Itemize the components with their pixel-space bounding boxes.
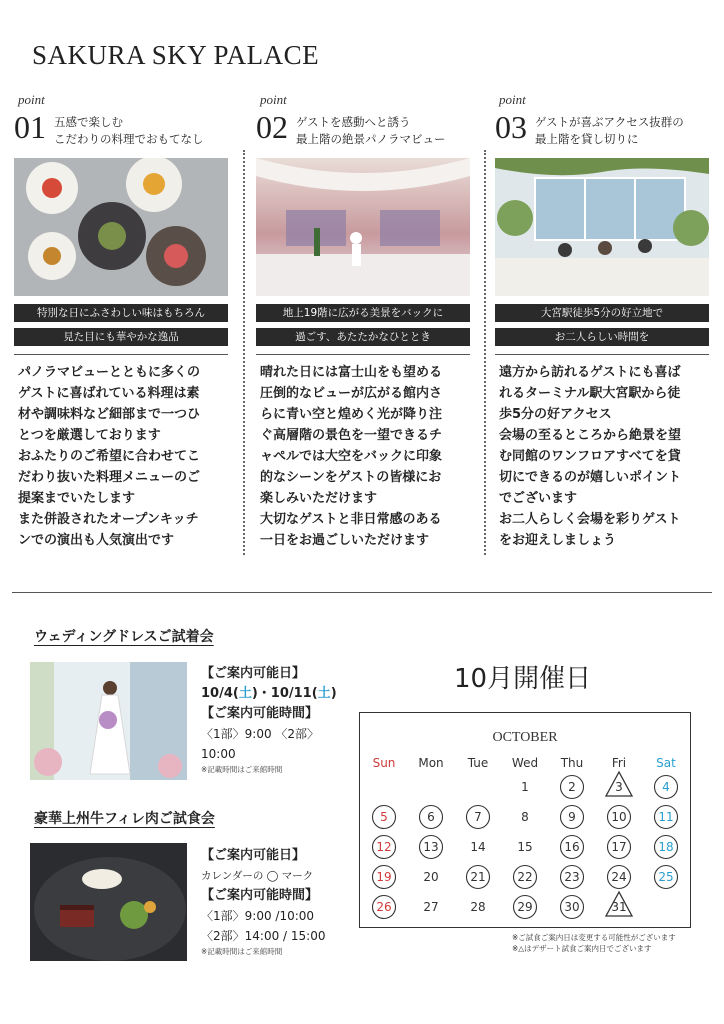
- time-note: ※記載時間はご来館時間: [201, 765, 283, 774]
- calendar-day: 15: [517, 840, 533, 854]
- calendar-day: 11: [658, 810, 674, 824]
- weekday-label: Thu: [560, 756, 584, 770]
- calendar-month: OCTOBER: [492, 730, 558, 745]
- point-number: 02: [256, 109, 288, 145]
- calendar-day: 29: [517, 900, 533, 914]
- point-number: 03: [495, 109, 527, 145]
- banquet-hall-photo: [495, 158, 709, 296]
- calendar-day: 26: [376, 900, 392, 914]
- calendar-day: 18: [658, 840, 674, 854]
- calendar-day: 19: [376, 870, 392, 884]
- calendar-day: 22: [517, 870, 533, 884]
- weekday-label: Wed: [511, 756, 539, 770]
- feature-body: パノラマビューとともに多くの ゲストに喜ばれている料理は素 材や調味料など細部まで一つひ とつを厳選しております おふたりのご希望に合わせてこ だわり抜いた料理メニューのご 提案までいたします また併設されたオープンキッチ ンでの演出も人気演出です: [18, 365, 201, 548]
- weekday-label: Sat: [656, 756, 676, 770]
- column-separator: [484, 150, 486, 555]
- calendar-day: 1: [521, 780, 529, 794]
- point-label: point: [499, 92, 526, 107]
- calendar-day: 6: [427, 810, 435, 824]
- calendar-day: 21: [470, 870, 486, 884]
- chapel-night-view-photo: [256, 158, 470, 296]
- event-calendar: [359, 712, 691, 928]
- calendar-grid: [360, 713, 690, 927]
- point-title: ゲストが喜ぶアクセス抜群の 最上階を貸し切りに: [535, 115, 684, 146]
- calendar-notes: ※ご試食ご案内日は変更する可能性がございます ※△はデザート試食ご案内日でございます: [512, 933, 676, 953]
- weekday-label: Sun: [372, 756, 396, 770]
- weekday-label: Mon: [418, 756, 444, 770]
- calendar-day: 7: [474, 810, 482, 824]
- tasting-info: [201, 846, 351, 958]
- column-separator: [243, 150, 245, 555]
- feature-banner-2: お二人らしい時間を: [495, 328, 709, 346]
- tasting-time-1: 〈1部〉9:00 /10:00: [201, 909, 315, 923]
- divider: [256, 354, 470, 355]
- point-label: point: [18, 92, 45, 107]
- feature-banner-2: 過ごす、あたたかなひととき: [256, 328, 470, 346]
- time-note: ※記載時間はご来館時間: [201, 947, 283, 956]
- tasting-dates: カレンダーの ◯ マーク: [201, 870, 314, 882]
- divider: [14, 354, 228, 355]
- divider: [495, 354, 709, 355]
- calendar-heading: 10月開催日: [454, 664, 592, 694]
- calendar-day: 20: [423, 870, 439, 884]
- feature-banner-1: 特別な日にふさわしい味はもちろん: [14, 304, 228, 322]
- calendar-day: 12: [376, 840, 392, 854]
- calendar-day: 27: [423, 900, 439, 914]
- feature-banner-2: 見た目にも華やかな逸品: [14, 328, 228, 346]
- point-title: ゲストを感動へと誘う 最上階の絶景パノラマビュー: [296, 115, 446, 146]
- feature-body: 晴れた日には富士山をも望める 圧倒的なビューが広がる館内さ らに青い空と煌めく光が降り注 ぐ高層階の景色を一望できるチ ャペルでは大空をバックに印象 的なシーンをゲストの皆様にお 楽しみいただけます 大切なゲストと非日常感のある 一日をお過ごしいただけます: [260, 365, 443, 548]
- dates-heading: 【ご案内可能日】: [201, 848, 306, 863]
- section-divider: [12, 592, 712, 593]
- calendar-day: 25: [658, 870, 674, 884]
- calendar-day: 24: [611, 870, 627, 884]
- calendar-day: 23: [564, 870, 580, 884]
- calendar-day: 10: [611, 810, 627, 824]
- weekday-label: Fri: [611, 756, 627, 770]
- tasting-title: 豪華上州牛フィレ肉ご試食会: [34, 811, 215, 827]
- calendar-day: 13: [423, 840, 439, 854]
- point-label: point: [260, 92, 287, 107]
- feature-body: 遠方から訪れるゲストにも喜ば れるターミナル駅大宮駅から徒 歩5分の好アクセス 会場の至るところから絶景を望 む同館のワンフロアすべてを貸 切にできるのが嬉しいポイント でございます お二人らしく会場を彩りゲスト をお迎えしましょう: [499, 365, 682, 548]
- dates-heading: 【ご案内可能日】: [201, 666, 306, 681]
- calendar-day: 14: [470, 840, 486, 854]
- weekday-label: Tue: [467, 756, 489, 770]
- calendar-day: 17: [611, 840, 627, 854]
- calendar-day: 30: [564, 900, 580, 914]
- calendar-day: 8: [521, 810, 529, 824]
- tasting-time-2: 〈2部〉14:00 / 15:00: [201, 929, 326, 943]
- calendar-day: 31: [611, 900, 627, 914]
- calendar-day: 2: [568, 780, 576, 794]
- point-title: 五感で楽しむ こだわりの料理でおもてなし: [54, 115, 204, 146]
- calendar-day: 16: [564, 840, 580, 854]
- wedding-dress-photo: [30, 662, 187, 780]
- dress-info: [201, 664, 351, 776]
- dress-fitting-title: ウェディングドレスご試着会: [34, 629, 214, 645]
- dress-dates: 10/4(土)・10/11(土): [201, 686, 337, 701]
- calendar-day: 9: [568, 810, 576, 824]
- calendar-day: 3: [615, 780, 623, 794]
- calendar-day: 28: [470, 900, 486, 914]
- beef-dish-photo: [30, 843, 187, 961]
- point-number: 01: [14, 109, 46, 145]
- feature-banner-1: 地上19階に広がる美景をバックに: [256, 304, 470, 322]
- calendar-day: 5: [380, 810, 388, 824]
- feature-banner-1: 大宮駅徒歩5分の好立地で: [495, 304, 709, 322]
- food-dishes-photo: [14, 158, 228, 296]
- time-heading: 【ご案内可能時間】: [201, 888, 319, 903]
- brand-title: SAKURA SKY PALACE: [32, 40, 320, 70]
- dress-times: 〈1部〉9:00 〈2部〉10:00: [201, 727, 320, 761]
- calendar-day: 4: [662, 780, 670, 794]
- time-heading: 【ご案内可能時間】: [201, 706, 319, 721]
